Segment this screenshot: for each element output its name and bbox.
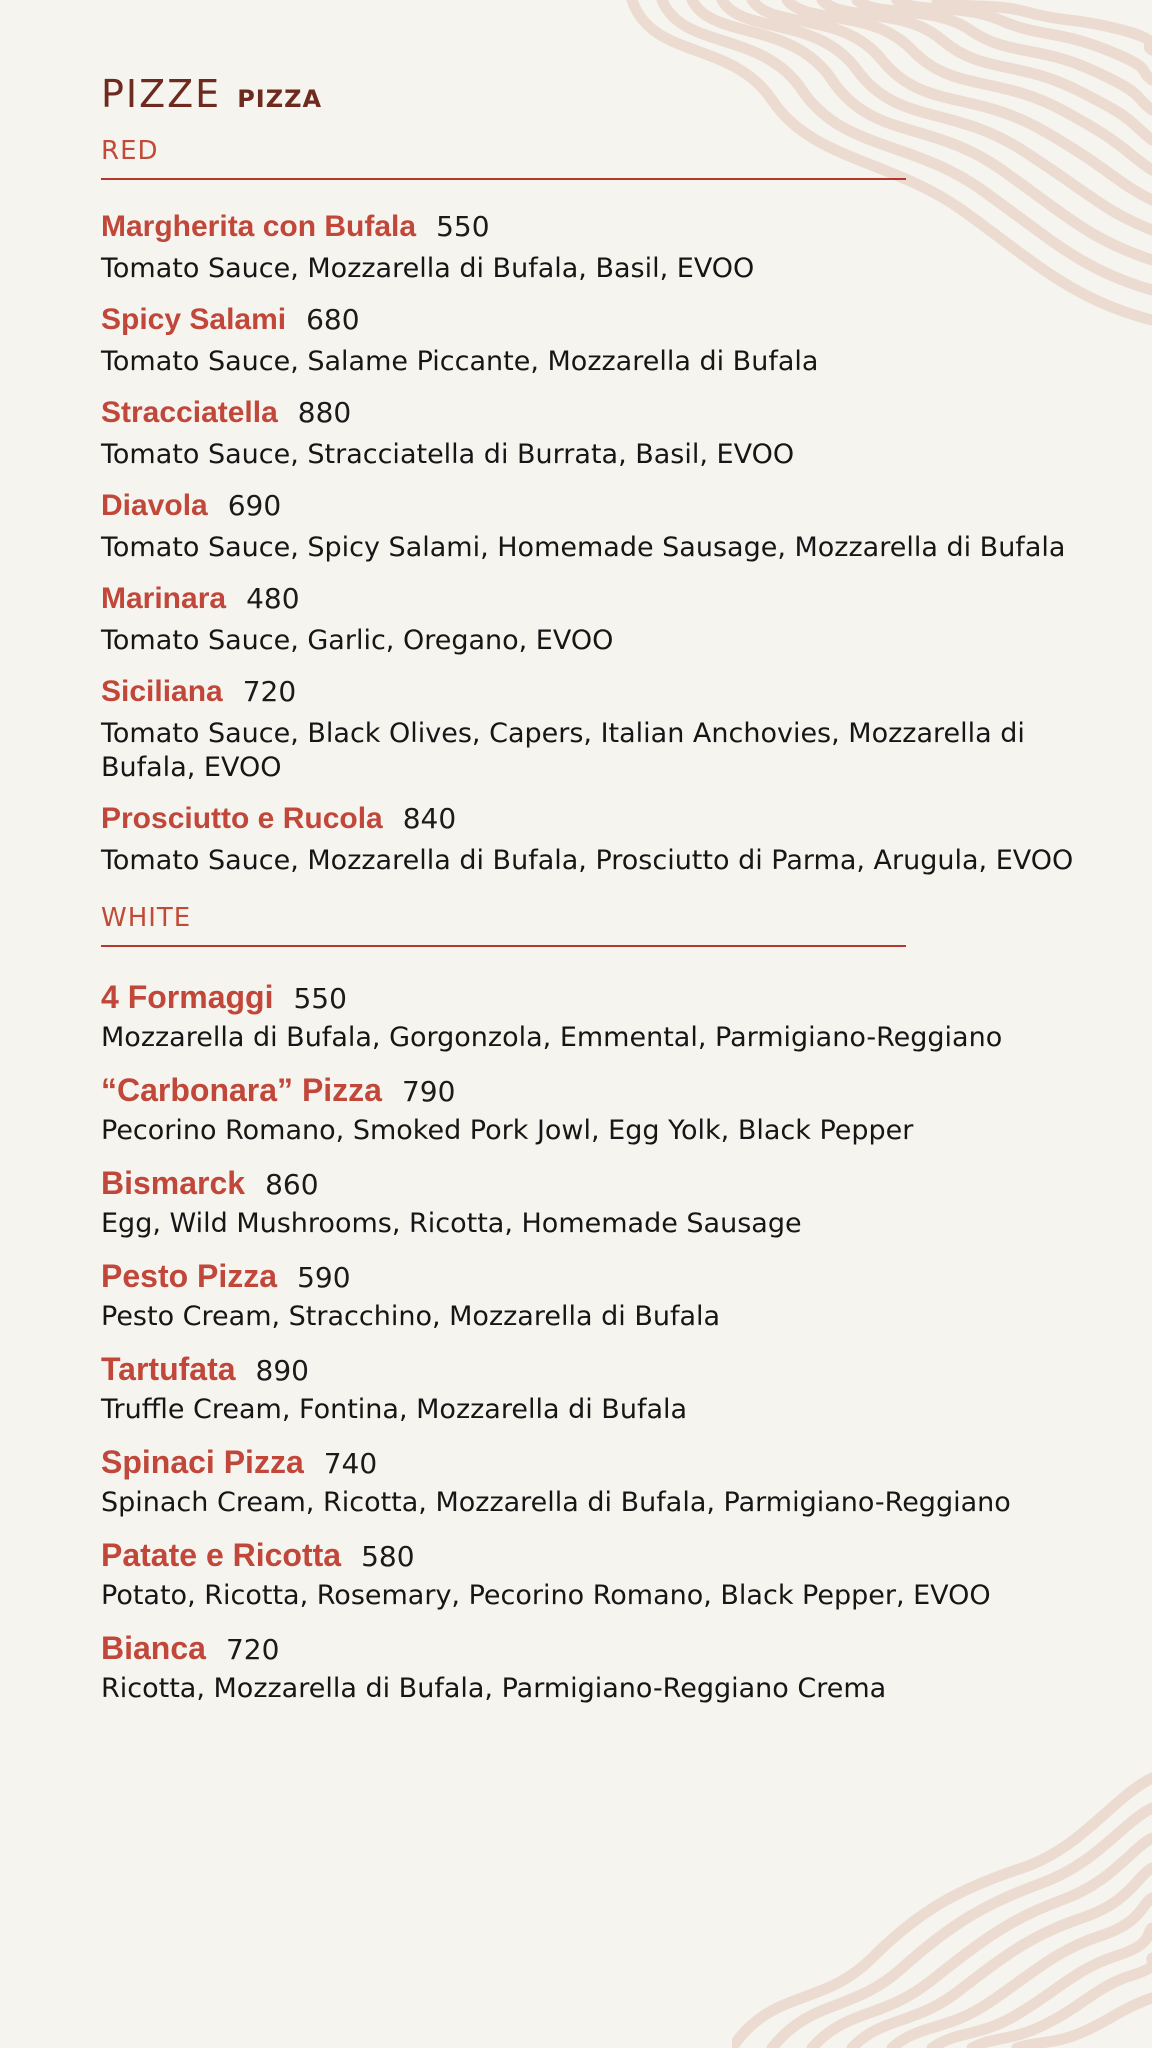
item-price: 720: [225, 1633, 280, 1666]
item-name: Marinara: [101, 582, 227, 615]
item-name: Diavola: [101, 489, 208, 522]
menu-item: [101, 1072, 1101, 1148]
menu-item: [101, 489, 1101, 565]
item-description: Egg, Wild Mushrooms, Ricotta, Homemade Sausage: [101, 1208, 802, 1239]
item-description: Truffle Cream, Fontina, Mozzarella di Bufala: [101, 1394, 688, 1425]
section-header: [101, 128, 1101, 190]
item-name: Spicy Salami: [101, 303, 287, 336]
menu-item: [101, 1630, 1101, 1706]
item-name: Stracciatella: [101, 396, 278, 429]
item-price: 690: [227, 489, 282, 522]
item-description: Tomato Sauce, Spicy Salami, Homemade Sausage, Mozzarella di Bufala: [101, 532, 1066, 563]
item-description: Potato, Ricotta, Rosemary, Pecorino Romano, Black Pepper, EVOO: [101, 1580, 991, 1611]
menu-item: [101, 210, 1101, 286]
item-price: 880: [297, 396, 352, 429]
menu-item: [101, 1165, 1101, 1241]
item-price: 890: [255, 1354, 309, 1387]
item-description: Pecorino Romano, Smoked Pork Jowl, Egg Yolk, Black Pepper: [101, 1115, 914, 1146]
item-price: 550: [436, 210, 490, 243]
menu-content: [101, 72, 1101, 1723]
menu-item: [101, 675, 1101, 785]
menu-item: [101, 582, 1101, 658]
item-price: 680: [306, 303, 360, 336]
item-description: Tomato Sauce, Stracciatella di Burrata, Basil, EVOO: [101, 439, 795, 470]
section-label: RED: [101, 136, 159, 166]
item-description: Tomato Sauce, Garlic, Oregano, EVOO: [101, 625, 614, 656]
menu-item-list: [101, 979, 1101, 1706]
item-description: Tomato Sauce, Mozzarella di Bufala, Basil, EVOO: [101, 253, 755, 284]
item-name: Prosciutto e Rucola: [101, 802, 383, 835]
item-description: Mozzarella di Bufala, Gorgonzola, Emmental, Parmigiano-Reggiano: [101, 1022, 1003, 1053]
section-divider: [101, 945, 906, 947]
menu-item: [101, 1351, 1101, 1427]
section-divider: [101, 178, 906, 180]
item-description: Tomato Sauce, Salame Piccante, Mozzarella di Bufala: [101, 346, 819, 377]
item-description: Tomato Sauce, Mozzarella di Bufala, Prosciutto di Parma, Arugula, EVOO: [101, 845, 1074, 876]
item-price: 860: [265, 1168, 319, 1201]
item-price: 590: [297, 1261, 351, 1294]
item-price: 550: [293, 982, 347, 1015]
menu-title-italian: PIZZE: [101, 72, 222, 116]
item-name: Patate e Ricotta: [101, 1537, 342, 1573]
item-description: Spinach Cream, Ricotta, Mozzarella di Bufala, Parmigiano-Reggiano: [101, 1487, 1011, 1518]
section-white: [101, 895, 1101, 1706]
item-name: Tartufata: [101, 1351, 236, 1387]
section-label: WHITE: [101, 903, 192, 933]
menu-item: [101, 303, 1101, 379]
menu-item: [101, 1258, 1101, 1334]
item-price: 840: [402, 802, 457, 835]
item-name: Margherita con Bufala: [101, 210, 417, 243]
item-name: Siciliana: [101, 675, 223, 708]
item-price: 740: [323, 1447, 378, 1480]
menu-item: [101, 1537, 1101, 1613]
item-name: “Carbonara” Pizza: [101, 1072, 382, 1108]
item-price: 580: [361, 1540, 415, 1573]
menu-item: [101, 979, 1101, 1055]
item-name: Pesto Pizza: [101, 1258, 278, 1294]
item-description: Pesto Cream, Stracchino, Mozzarella di Bufala: [101, 1301, 721, 1332]
item-price: 480: [246, 582, 300, 615]
item-price: 790: [401, 1075, 456, 1108]
item-description: Tomato Sauce, Black Olives, Capers, Italian Anchovies, Mozzarella di Bufala, EVOO: [101, 718, 1025, 783]
section-red: [101, 128, 1101, 878]
menu-item: [101, 1444, 1101, 1520]
item-name: Bianca: [101, 1630, 206, 1666]
menu-item: [101, 802, 1101, 878]
item-name: Bismarck: [101, 1165, 246, 1201]
item-price: 720: [242, 675, 297, 708]
menu-title: [101, 72, 1101, 128]
wavy-line-decoration-bottom: [732, 1758, 1152, 2048]
menu-item: [101, 396, 1101, 472]
menu-title-english: PIZZA: [237, 85, 323, 113]
item-name: 4 Formaggi: [101, 979, 274, 1015]
menu-item-list: [101, 210, 1101, 878]
section-header: [101, 895, 1101, 959]
item-description: Ricotta, Mozzarella di Bufala, Parmigiano-Reggiano Crema: [101, 1673, 887, 1704]
item-name: Spinaci Pizza: [101, 1444, 304, 1480]
